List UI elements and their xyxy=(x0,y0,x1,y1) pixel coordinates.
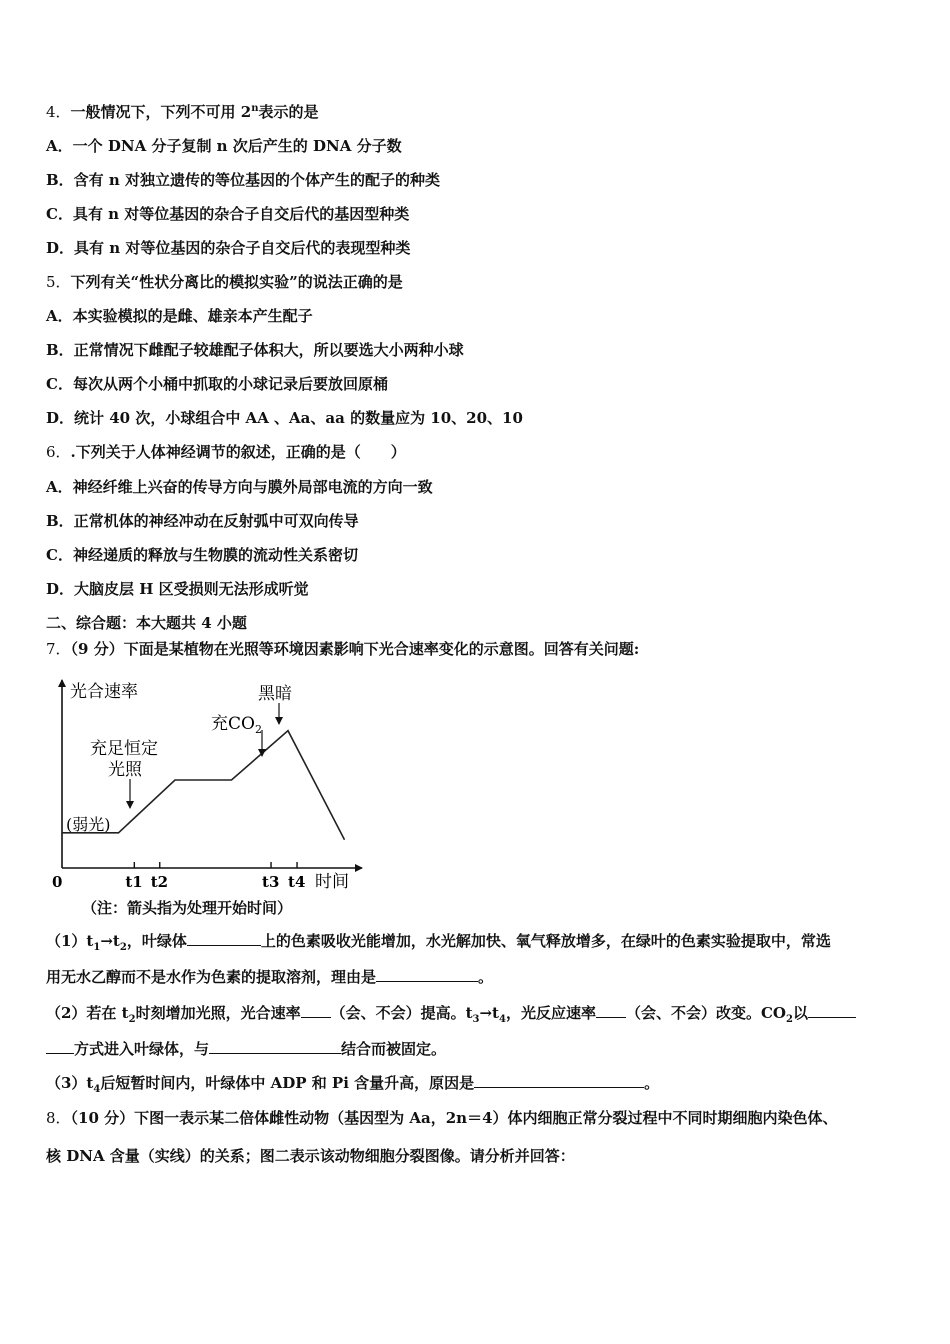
answer-blank[interactable] xyxy=(46,1039,74,1054)
q5-option-c: C．每次从两个小桶中抓取的小球记录后要放回原桶 xyxy=(46,375,388,393)
answer-blank[interactable] xyxy=(187,931,261,946)
full-light-label-2: 光照 xyxy=(108,760,142,780)
q4-stem: 4．一般情况下，下列不可用 2$^n$表示的是 xyxy=(46,103,319,121)
full-light-label-1: 充足恒定 xyxy=(90,739,158,759)
q7-part3: $(3)t_4$后短暂时间内，叶绿体中 ADP 和 Pi 含量升高，原因是 。 xyxy=(46,1074,660,1095)
q7-stem: 7．（9 分）下面是某植物在光照等环境因素影响下光合速率变化的示意图。回答有关问题: xyxy=(46,640,640,658)
q4-number: 4． xyxy=(46,103,71,121)
co2-label: 充$CO_2$ xyxy=(211,714,262,736)
photosynthesis-rate-chart xyxy=(40,668,370,898)
x-tick-label-t3: t3 xyxy=(262,873,280,891)
origin-label: 0 xyxy=(52,873,63,891)
q5-option-a: A．本实验模拟的是雌、雄亲本产生配子 xyxy=(46,307,313,325)
x-tick-label-t4: t4 xyxy=(288,873,306,891)
dark-label: 黑暗 xyxy=(258,684,292,704)
answer-blank[interactable] xyxy=(808,1003,856,1018)
x-axis-label: 时间 xyxy=(315,872,349,892)
answer-blank[interactable] xyxy=(301,1003,331,1018)
figure-note: （注：箭头指为处理开始时间） xyxy=(82,899,293,917)
q6-stem: 6．.下列关于人体神经调节的叙述，正确的是（ ） xyxy=(46,443,406,461)
q6-option-b: B．正常机体的神经冲动在反射弧中可双向传导 xyxy=(46,512,359,530)
x-tick-label-t1: t1 xyxy=(125,873,143,891)
q5-option-b: B．正常情况下雌配子较雄配子体积大，所以要选大小两种小球 xyxy=(46,341,464,359)
q4-option-d: D．具有 n 对等位基因的杂合子自交后代的表现型种类 xyxy=(46,239,411,257)
q4-option-b: B．含有 n 对独立遗传的等位基因的个体产生的配子的种类 xyxy=(46,171,441,189)
weak-light-label: (弱光) xyxy=(66,815,111,834)
q8-stem-line1: 8．（10 分）下图一表示某二倍体雌性动物（基因型为 Aa，2n＝4）体内细胞正常分裂过程中不同时期细胞内染色体、 xyxy=(46,1109,838,1127)
q5-stem: 5．下列有关“性状分离比的模拟实验”的说法正确的是 xyxy=(46,273,403,291)
q7-part2-line2: 方式进入叶绿体，与 结合而被固定。 xyxy=(46,1039,446,1059)
answer-blank[interactable] xyxy=(376,967,478,982)
q8-stem-line2: 核 DNA 含量（实线）的关系；图二表示该动物细胞分裂图像。请分析并回答： xyxy=(46,1147,575,1165)
q6-option-a: A．神经纤维上兴奋的传导方向与膜外局部电流的方向一致 xyxy=(46,478,433,496)
q4-option-a: A．一个 DNA 分子复制 n 次后产生的 DNA 分子数 xyxy=(46,137,402,155)
q6-option-d: D．大脑皮层 H 区受损则无法形成听觉 xyxy=(46,580,309,598)
q7-part2-line1: （2）若在 $t_2$时刻增加光照，光合速率 （会、不会）提高。$t_3\to t_4$，光反应速率 （会、不会）改变。$CO_2$以 xyxy=(46,1003,856,1023)
answer-blank[interactable] xyxy=(596,1003,626,1018)
q7-part1-line1: $(1)t_1\to t_2$，叶绿体 上的色素吸收光能增加，水光解加快、氧气释放增多，在绿叶的色素实验提取中，常选 xyxy=(46,932,831,953)
x-tick-label-t2: t2 xyxy=(150,873,169,891)
q4-option-c: C．具有 n 对等位基因的杂合子自交后代的基因型种类 xyxy=(46,205,410,223)
section-heading: 二、综合题：本大题共 4 小题 xyxy=(46,614,247,632)
answer-blank[interactable] xyxy=(474,1073,644,1088)
q5-option-d: D．统计 40 次，小球组合中 AA 、Aa、aa 的数量应为 10、20、10 xyxy=(46,409,523,427)
q6-option-c: C．神经递质的释放与生物膜的流动性关系密切 xyxy=(46,546,358,564)
answer-blank[interactable] xyxy=(209,1039,341,1054)
y-axis-label: 光合速率 xyxy=(70,682,138,702)
q7-part1-line2: 用无水乙醇而不是水作为色素的提取溶剂，理由是 。 xyxy=(46,968,494,986)
